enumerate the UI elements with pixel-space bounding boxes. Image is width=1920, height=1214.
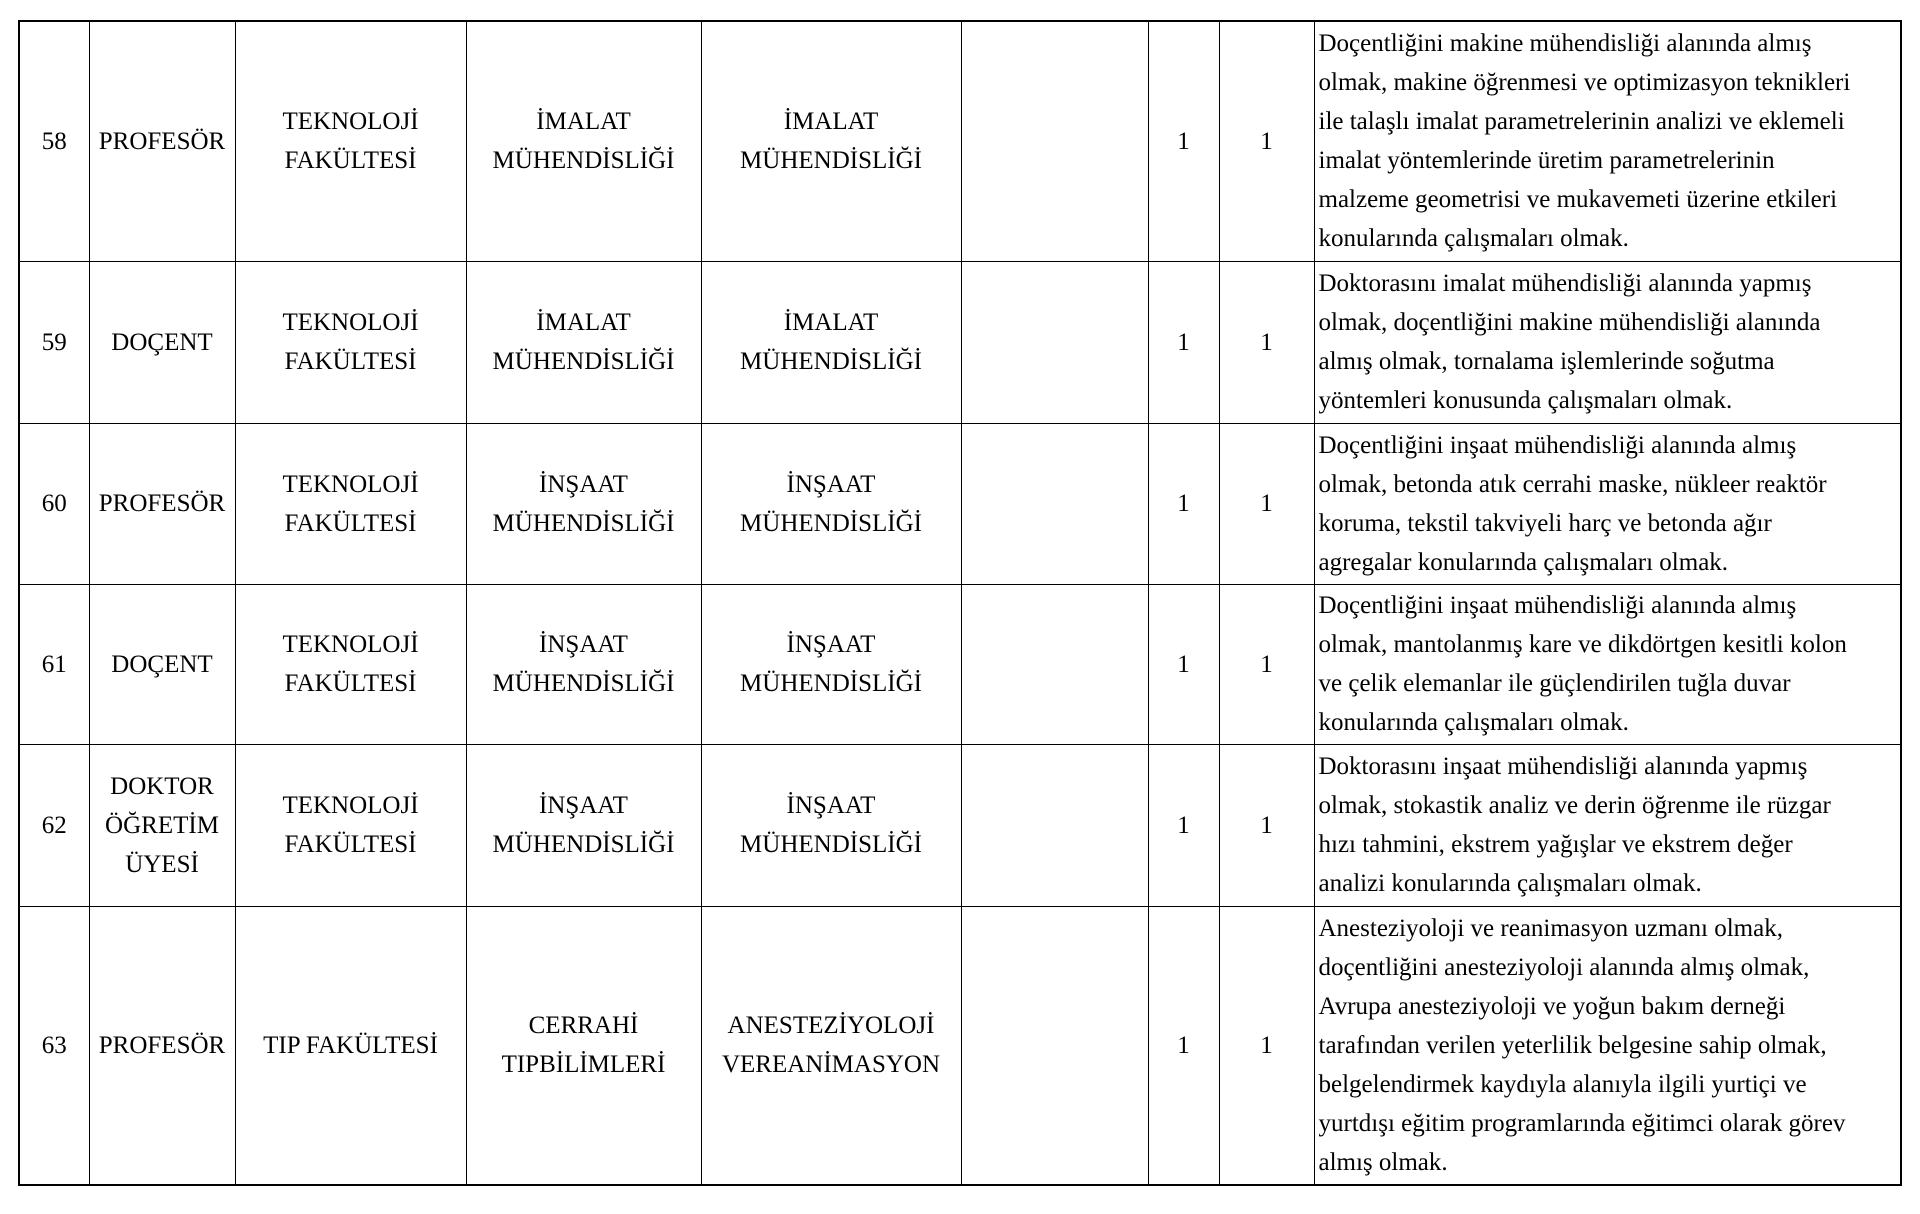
department-cell: İMALAT MÜHENDİSLİĞİ	[466, 21, 701, 261]
count-a-cell: 1	[1148, 21, 1219, 261]
count-a-cell: 1	[1148, 584, 1219, 744]
description-cell	[1314, 261, 1901, 423]
description-cell	[1314, 744, 1901, 906]
row-number-cell: 58	[19, 21, 89, 261]
extra-column-cell	[961, 584, 1148, 744]
description-line: yurtdışı eğitim programlarında eğitimci olarak görev	[1318, 1109, 1846, 1137]
row-number-cell: 60	[19, 423, 89, 584]
positions-table	[18, 20, 1902, 1186]
description-line: doçentliğini anesteziyoloji alanında almış olmak,	[1318, 953, 1810, 981]
count-a-cell: 1	[1148, 261, 1219, 423]
description-line: olmak, doçentliğini makine mühendisliği alanında	[1318, 309, 1821, 336]
faculty-cell: TEKNOLOJİ FAKÜLTESİ	[235, 21, 466, 261]
program-cell: İNŞAAT MÜHENDİSLİĞİ	[701, 584, 961, 744]
description-line: ve çelik elemanlar ile güçlendirilen tuğla duvar	[1318, 670, 1791, 697]
extra-column-cell	[961, 423, 1148, 584]
table-row	[19, 423, 1901, 584]
table-row	[19, 584, 1901, 744]
description-cell	[1314, 423, 1901, 584]
description-line: almış olmak.	[1318, 1148, 1448, 1176]
description-line: malzeme geometrisi ve mukavemeti üzerine etkileri	[1318, 186, 1838, 214]
academic-title-cell: PROFESÖR	[89, 906, 235, 1185]
department-cell: İNŞAAT MÜHENDİSLİĞİ	[466, 744, 701, 906]
description-line: Avrupa anesteziyoloji ve yoğun bakım derneği	[1318, 992, 1786, 1020]
faculty-cell: TEKNOLOJİ FAKÜLTESİ	[235, 261, 466, 423]
extra-column-cell	[961, 21, 1148, 261]
count-a-cell: 1	[1148, 744, 1219, 906]
department-cell: İNŞAAT MÜHENDİSLİĞİ	[466, 423, 701, 584]
count-b-cell: 1	[1219, 423, 1314, 584]
description-line: tarafından verilen yeterlilik belgesine sahip olmak,	[1318, 1031, 1827, 1059]
program-cell: İNŞAAT MÜHENDİSLİĞİ	[701, 423, 961, 584]
description-line: almış olmak, tornalama işlemlerinde soğutma	[1318, 348, 1775, 375]
description-line: olmak, stokastik analiz ve derin öğrenme ile rüzgar	[1318, 792, 1831, 819]
description-line: olmak, mantolanmış kare ve dikdörtgen kesitli kolon	[1318, 631, 1847, 658]
description-line: Doçentliğini inşaat mühendisliği alanında almış	[1318, 431, 1797, 459]
description-line: imalat yöntemlerinde üretim parametrelerinin	[1318, 147, 1775, 175]
program-cell: İMALAT MÜHENDİSLİĞİ	[701, 21, 961, 261]
count-a-cell: 1	[1148, 906, 1219, 1185]
academic-title-cell: PROFESÖR	[89, 423, 235, 584]
row-number-cell: 61	[19, 584, 89, 744]
table-row	[19, 21, 1901, 261]
academic-title-cell: PROFESÖR	[89, 21, 235, 261]
department-cell: İMALAT MÜHENDİSLİĞİ	[466, 261, 701, 423]
faculty-cell: TEKNOLOJİ FAKÜLTESİ	[235, 423, 466, 584]
description-line: Doktorasını imalat mühendisliği alanında yapmış	[1318, 270, 1812, 297]
count-b-cell: 1	[1219, 261, 1314, 423]
description-line: Doktorasını inşaat mühendisliği alanında yapmış	[1318, 753, 1808, 780]
extra-column-cell	[961, 906, 1148, 1185]
department-cell: İNŞAAT MÜHENDİSLİĞİ	[466, 584, 701, 744]
table-row	[19, 906, 1901, 1185]
description-line: Doçentliğini makine mühendisliği alanında almış	[1318, 30, 1812, 58]
count-a-cell: 1	[1148, 423, 1219, 584]
academic-title-cell: DOÇENT	[89, 584, 235, 744]
row-number-cell: 62	[19, 744, 89, 906]
faculty-cell: TIP FAKÜLTESİ	[235, 906, 466, 1185]
program-cell: İNŞAAT MÜHENDİSLİĞİ	[701, 744, 961, 906]
table-row	[19, 744, 1901, 906]
department-cell: CERRAHİ TIPBİLİMLERİ	[466, 906, 701, 1185]
count-b-cell: 1	[1219, 744, 1314, 906]
row-number-cell: 59	[19, 261, 89, 423]
description-line: konularında çalışmaları olmak.	[1318, 709, 1629, 736]
description-line: ile talaşlı imalat parametrelerinin analizi ve eklemeli	[1318, 108, 1845, 136]
faculty-cell: TEKNOLOJİ FAKÜLTESİ	[235, 744, 466, 906]
count-b-cell: 1	[1219, 21, 1314, 261]
extra-column-cell	[961, 744, 1148, 906]
description-cell	[1314, 584, 1901, 744]
program-cell: İMALAT MÜHENDİSLİĞİ	[701, 261, 961, 423]
description-line: olmak, makine öğrenmesi ve optimizasyon teknikleri	[1318, 69, 1851, 97]
description-line: konularında çalışmaları olmak.	[1318, 225, 1629, 253]
description-line: yöntemleri konusunda çalışmaları olmak.	[1318, 387, 1733, 414]
description-cell	[1314, 21, 1901, 261]
academic-title-cell: DOKTOR ÖĞRETİM ÜYESİ	[89, 744, 235, 906]
faculty-cell: TEKNOLOJİ FAKÜLTESİ	[235, 584, 466, 744]
count-b-cell: 1	[1219, 906, 1314, 1185]
description-line: olmak, betonda atık cerrahi maske, nükleer reaktör	[1318, 470, 1827, 498]
program-cell: ANESTEZİYOLOJİ VEREANİMASYON	[701, 906, 961, 1185]
table-row	[19, 261, 1901, 423]
description-line: hızı tahmini, ekstrem yağışlar ve ekstrem değer	[1318, 831, 1793, 858]
description-cell	[1314, 906, 1901, 1185]
description-line: belgelendirmek kaydıyla alanıyla ilgili yurtiçi ve	[1318, 1070, 1807, 1098]
academic-title-cell: DOÇENT	[89, 261, 235, 423]
description-line: koruma, tekstil takviyeli harç ve betonda ağır	[1318, 509, 1772, 537]
description-line: agregalar konularında çalışmaları olmak.	[1318, 548, 1729, 576]
extra-column-cell	[961, 261, 1148, 423]
row-number-cell: 63	[19, 906, 89, 1185]
description-line: Doçentliğini inşaat mühendisliği alanında almış	[1318, 592, 1797, 619]
count-b-cell: 1	[1219, 584, 1314, 744]
description-line: Anesteziyoloji ve reanimasyon uzmanı olmak,	[1318, 914, 1783, 942]
description-line: analizi konularında çalışmaları olmak.	[1318, 870, 1702, 897]
